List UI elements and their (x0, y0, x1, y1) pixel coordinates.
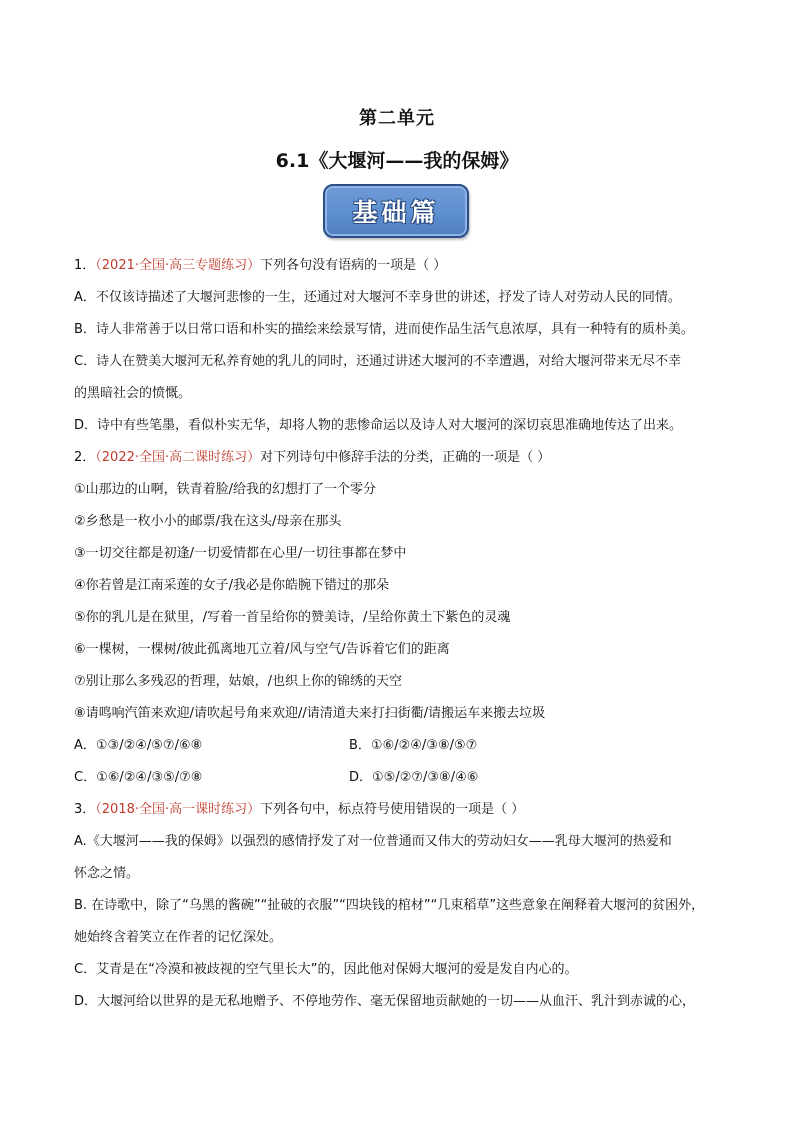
q3-option-d: D．大堰河给以世界的是无私地赠予、不停地劳作、毫无保留地贡献她的一切——从血汗、乳汁到赤诚的心， (74, 994, 696, 1009)
q2-item: ⑥一棵树，一棵树/彼此孤离地兀立着/风与空气/告诉着它们的距离 (74, 642, 450, 657)
q1-option-d: D．诗中有些笔墨，看似朴实无华，却将人物的悲惨命运以及诗人对大堰河的深切哀思准确地传达了出来。 (74, 418, 683, 433)
q3-number: 3． (74, 802, 96, 817)
q1-stem (74, 250, 734, 282)
q2-item: ⑤你的乳儿是在狱里，/写着一首呈给你的赞美诗，/呈给你黄土下紫色的灵魂 (74, 610, 511, 625)
q3-option-c: C．艾青是在“冷漠和被歧视的空气里长大”的，因此他对保姆大堰河的爱是发自内心的。 (74, 962, 578, 977)
q3-source: （2018·全国·高一课时练习） (95, 802, 261, 817)
q2-option-d: D．①⑤/②⑦/③⑧/④⑥ (349, 770, 479, 785)
q2-item: ③一切交往都是初逢/一切爱情都在心里/一切往事都在梦中 (74, 546, 407, 561)
q1-option-a: A．不仅该诗描述了大堰河悲惨的一生，还通过对大堰河不幸身世的讲述，抒发了诗人对劳动人民的同情。 (74, 290, 681, 305)
q1-option-b: B．诗人非常善于以日常口语和朴实的描绘来绘景写情，进而使作品生活气息浓厚，具有一种特有的质朴美。 (74, 322, 694, 337)
basic-section-badge (323, 184, 469, 238)
q1-stem-text: 下列各句没有语病的一项是（ ） (260, 258, 447, 273)
q2-options-row2 (74, 762, 734, 794)
q2-item: ⑦别让那么多残忍的哲理，姑娘，/也织上你的锦绣的天空 (74, 674, 403, 689)
q3-option-b-line1: B. 在诗歌中，除了“乌黑的酱碗”“扯破的衣服”“四块钱的棺材”“几束稻草”这些意象在阐释着大堰河的贫困外， (74, 898, 705, 913)
q2-item: ①山那边的山啊，铁青着脸/给我的幻想打了一个零分 (74, 482, 377, 497)
q2-option-c: C．①⑥/②④/③⑤/⑦⑧ (74, 770, 203, 785)
badge-label: 基础篇 (352, 198, 440, 227)
q3-stem-text: 下列各句中，标点符号使用错误的一项是（ ） (260, 802, 525, 817)
q3-stem (74, 794, 734, 826)
q2-number: 2． (74, 450, 96, 465)
q1-option-c-line2: 的黑暗社会的愤慨。 (74, 386, 192, 401)
q2-options-row1 (74, 730, 734, 762)
q3-option-a-line1: A.《大堰河——我的保姆》以强烈的感情抒发了对一位普通而又伟大的劳动妇女——乳母大堰河的热爱和 (74, 834, 672, 849)
q2-option-a: A．①③/②④/⑤⑦/⑥⑧ (74, 738, 203, 753)
q3-option-b-line2: 她始终含着笑立在作者的记忆深处。 (74, 930, 283, 945)
q2-item: ②乡愁是一枚小小的邮票/我在这头/母亲在那头 (74, 514, 342, 529)
q1-number: 1． (74, 258, 96, 273)
q3-option-a-line2: 怀念之情。 (74, 866, 140, 881)
lesson-title: 6.1《大堰河——我的保姆》 (275, 150, 519, 172)
q2-source: （2022·全国·高二课时练习） (95, 450, 261, 465)
q2-stem (74, 442, 734, 474)
q2-stem-text: 对下列诗句中修辞手法的分类，正确的一项是（ ） (260, 450, 551, 465)
q1-option-c-line1: C．诗人在赞美大堰河无私养育她的乳儿的同时，还通过讲述大堰河的不幸遭遇，对给大堰河带来无尽不幸 (74, 354, 682, 369)
q2-item: ⑧请鸣响汽笛来欢迎/请吹起号角来欢迎//请清道夫来打扫街衢/请搬运车来搬去垃圾 (74, 706, 546, 721)
question-list (74, 250, 734, 1018)
q2-option-b: B．①⑥/②④/③⑧/⑤⑦ (349, 738, 478, 753)
q2-item: ④你若曾是江南采莲的女子/我必是你皓腕下错过的那朵 (74, 578, 390, 593)
unit-title: 第二单元 (359, 108, 435, 129)
q1-source: （2021·全国·高三专题练习） (95, 258, 261, 273)
